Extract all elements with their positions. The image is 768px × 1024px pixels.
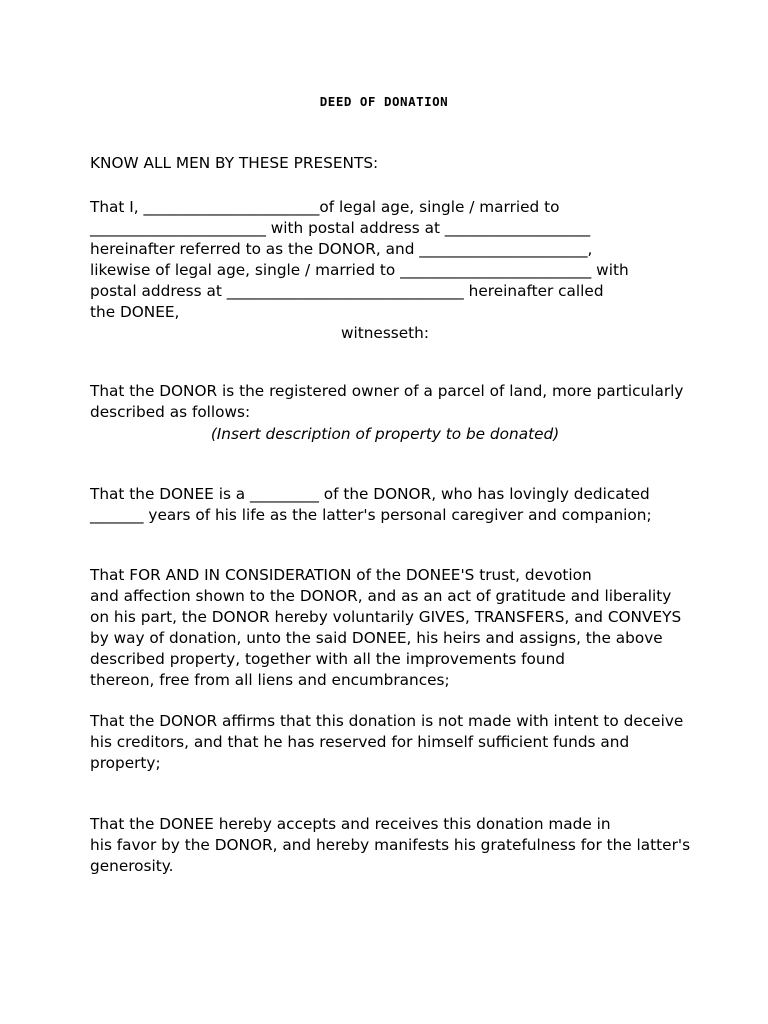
paragraph-consideration xyxy=(90,565,730,691)
paragraph-line: hereinafter referred to as the DONOR, and ______________________, xyxy=(90,240,593,258)
paragraph-line: That the DONEE hereby accepts and receives this donation made in xyxy=(90,815,611,833)
paragraph-line: That the DONOR is the registered owner of a parcel of land, more particularly xyxy=(90,382,684,400)
paragraph-line: postal address at _______________________________ hereinafter called xyxy=(90,282,604,300)
paragraph-parties xyxy=(90,197,730,323)
paragraph-line: That I, _______________________of legal age, single / married to xyxy=(90,198,560,216)
paragraph-line: by way of donation, unto the said DONEE, his heirs and assigns, the above xyxy=(90,629,663,647)
document-title: DEED OF DONATION xyxy=(319,94,449,109)
paragraph-acceptance xyxy=(90,814,730,877)
paragraph-line: That the DONOR affirms that this donation is not made with intent to deceive xyxy=(90,712,684,730)
property-instruction-block xyxy=(90,424,680,445)
paragraph-line: property; xyxy=(90,754,161,772)
paragraph-line: the DONEE, xyxy=(90,303,180,321)
salutation xyxy=(90,153,730,174)
paragraph-line: _______ years of his life as the latter's personal caregiver and companion; xyxy=(90,506,652,524)
paragraph-line: That the DONEE is a _________ of the DONOR, who has lovingly dedicated xyxy=(90,485,650,503)
paragraph-line: his favor by the DONOR, and hereby manifests his gratefulness for the latter's xyxy=(90,836,691,854)
paragraph-line: That FOR AND IN CONSIDERATION of the DONEE'S trust, devotion xyxy=(90,566,592,584)
paragraph-affirmation xyxy=(90,711,730,774)
salutation-text: KNOW ALL MEN BY THESE PRESENTS: xyxy=(90,154,379,172)
paragraph-line: thereon, free from all liens and encumbrances; xyxy=(90,671,450,689)
paragraph-line: _______________________ with postal address at ___________________ xyxy=(90,219,591,237)
paragraph-line: and affection shown to the DONOR, and as an act of gratitude and liberality xyxy=(90,587,672,605)
property-instruction: (Insert description of property to be donated) xyxy=(210,425,560,443)
paragraph-line: on his part, the DONOR hereby voluntarily GIVES, TRANSFERS, and CONVEYS xyxy=(90,608,682,626)
paragraph-line: described property, together with all the improvements found xyxy=(90,650,566,668)
paragraph-ownership xyxy=(90,381,730,423)
paragraph-relationship xyxy=(90,484,730,526)
witnesseth-text: witnesseth: xyxy=(340,324,430,342)
paragraph-line: generosity. xyxy=(90,857,174,875)
witnesseth-block xyxy=(90,323,680,344)
paragraph-line: described as follows: xyxy=(90,403,251,421)
paragraph-line: his creditors, and that he has reserved for himself sufficient funds and xyxy=(90,733,630,751)
paragraph-line: likewise of legal age, single / married to _________________________ with xyxy=(90,261,629,279)
